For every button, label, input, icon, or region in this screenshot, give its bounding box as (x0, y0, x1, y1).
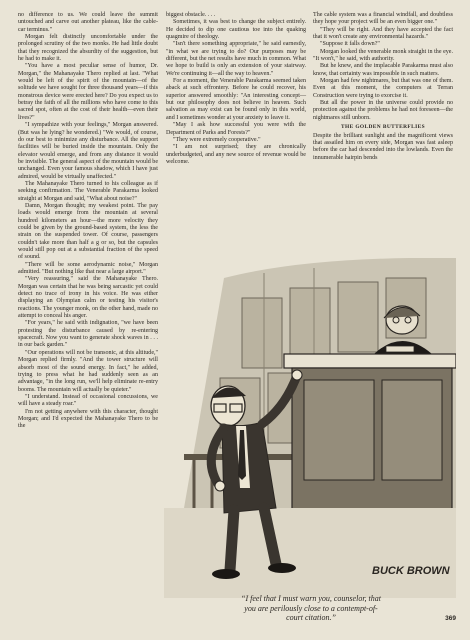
courtroom-cartoon (164, 258, 456, 598)
paragraph: "Isn't there something appropriate," he said earnestly, "in what we are trying to do? Our purposes may be different, but the net results have much in common. What we hope to build is only an extension of your stairway. We're continuing it—all the way to heaven." (166, 41, 306, 77)
paragraph: The cable system was a financial windfall, and doubtless they hope your project will be an even bigger one." (313, 12, 453, 26)
section-subhead: THE GOLDEN BUTTERFLIES (341, 124, 425, 131)
paragraph: The Mahanayake Thero turned to his colleague as if seeking confirmation. The Venerable Parakarma looked straight at Morgan and said, "What about noise?" (18, 180, 158, 202)
paragraph: "I understand. Instead of occasional concussions, we will have a steady roar." (18, 393, 158, 408)
paragraph: Sometimes, it was best to change the subject entirely. He decided to dip one cautious toe into the quaking quagmire of theology. (166, 19, 306, 41)
paragraph: "May I ask how successful you were with the Department of Parks and Forests?" (166, 122, 306, 136)
text-column-3-top (313, 12, 453, 122)
paragraph: "There will be some aerodynamic noise," Morgan admitted. "But nothing like that near a large airport." (18, 261, 158, 276)
text-column-3 (313, 12, 453, 260)
paragraph: "For years," he said with indignation, "we have been protesting the disturbance caused by re-entering spacecraft. Now you want to generate shock waves in . . . in our back garden." (18, 320, 158, 349)
paragraph: "Very reassuring," said the Mahanayake Thero. Morgan was certain that he was being sarcastic yet could detect no trace of irony in his voice. He was either displaying an Olympian calm or testing his visitor's reactions. The younger monk, on the other hand, made no attempt to conceal his anger. (18, 276, 158, 320)
paragraph: Despite the brilliant sunlight and the magnificent views that assailed him on every side, Morgan was fast asleep before the car had descended into the lowlands. Even the innumerable hairpin bends (313, 132, 453, 161)
paragraph: "You have a most peculiar sense of humor, Dr. Morgan," the Mahanayake Thero replied at last. "What would be left of the spirit of the mountain—of the solitude we have sought for three thousand years—if this monstrous device were erected here? Do you expect us to betray the faith of all the millions who have come to this sacred spot, often at the cost of their health—even their lives?" (18, 63, 158, 121)
paragraph: Morgan had few nightmares, but that was one of them. Even at this moment, the computers at Terran Construction were trying to exorcise it. (313, 78, 453, 99)
paragraph: biggest obstacle. . . . (166, 12, 216, 18)
paragraph: no difference to us. We could leave the summit untouched and carve out another plateau, like the cable-car terminus." (18, 12, 158, 33)
cartoon-caption: “I feel that I must warn you, counselor, that you are perilously close to a contempt-of-court citation.” (241, 594, 381, 623)
paragraph: "Our operations will not be transonic, at this altitude," Morgan replied firmly. "And the tower structure will absorb most of the sound energy. In fact," he added, trying to press what he had suddenly seen as an advantage, "in the long run, we'll help eliminate re-entry booms. The mountain will actually be quieter." (18, 349, 158, 393)
paragraph: "They were extremely cooperative." (173, 136, 261, 143)
page-number: 369 (445, 615, 456, 622)
paragraph: "They will be right. And they have accepted the fact that it won't create any environmental hazards." (313, 26, 453, 41)
cartoon-floor (164, 508, 456, 598)
paragraph: For a moment, the Venerable Parakarma seemed taken aback at such effrontery. Before he could recover, his superior answered smoothly: "An interesting concept—but our philosophy does not believe in heaven. Such salvation as may exist can be found only in this world, and I sometimes wonder at your anxiety to leave it. (166, 78, 306, 121)
paragraph: "I am not surprised; they are chronically underbudgeted, and any new source of revenue would be welcome. (166, 144, 306, 165)
paragraph: "I sympathize with your feelings," Morgan answered. (But was he lying? he wondered.) "We would, of course, do our best to minimize any disturbance. All the support facilities will be buried inside the mountain. Only the elevator would emerge, and from any distance it would be invisible. The general aspect of the mountain would be unchanged. Even your famous shadow, which I have just admired, would be virtually unaffected." (18, 122, 158, 180)
paragraph: But all the power in the universe could provide no protection against the problems he had not foreseen—the nightmares still unborn. (313, 100, 453, 121)
text-column-2 (166, 12, 306, 260)
paragraph: Damn, Morgan thought; my weakest point. The pay loads would emerge from the mountain at several hundred kilometers an hour—the more velocity they could be given by the ground-based system, the less the strain on the suspended tower. Of course, passengers couldn't take more than half a g or so, but the capsules would still pop out at a substantial fraction of the speed of sound. (18, 202, 158, 261)
cartoon-bench (284, 354, 456, 518)
paragraph: I'm not getting anywhere with this character, thought Morgan; and I'd expected the Mahanayake Thero to be the (18, 408, 158, 430)
text-column-1 (18, 12, 158, 634)
paragraph: "Suppose it falls down?" (320, 41, 380, 48)
paragraph: Morgan felt distinctly uncomfortable under the prolonged scrutiny of the two monks. He had little doubt that they recognized the absurdity of the suggestion, but he had to make it. (18, 34, 158, 63)
text-column-3-bottom (313, 133, 453, 162)
artist-signature: BUCK BROWN (372, 565, 450, 577)
paragraph: But he knew, and the implacable Parakarma must also know, that certainty was impossible in such matters. (313, 63, 453, 77)
paragraph: Morgan looked the venerable monk straight in the eye. "It won't," he said, with authority. (313, 48, 453, 63)
